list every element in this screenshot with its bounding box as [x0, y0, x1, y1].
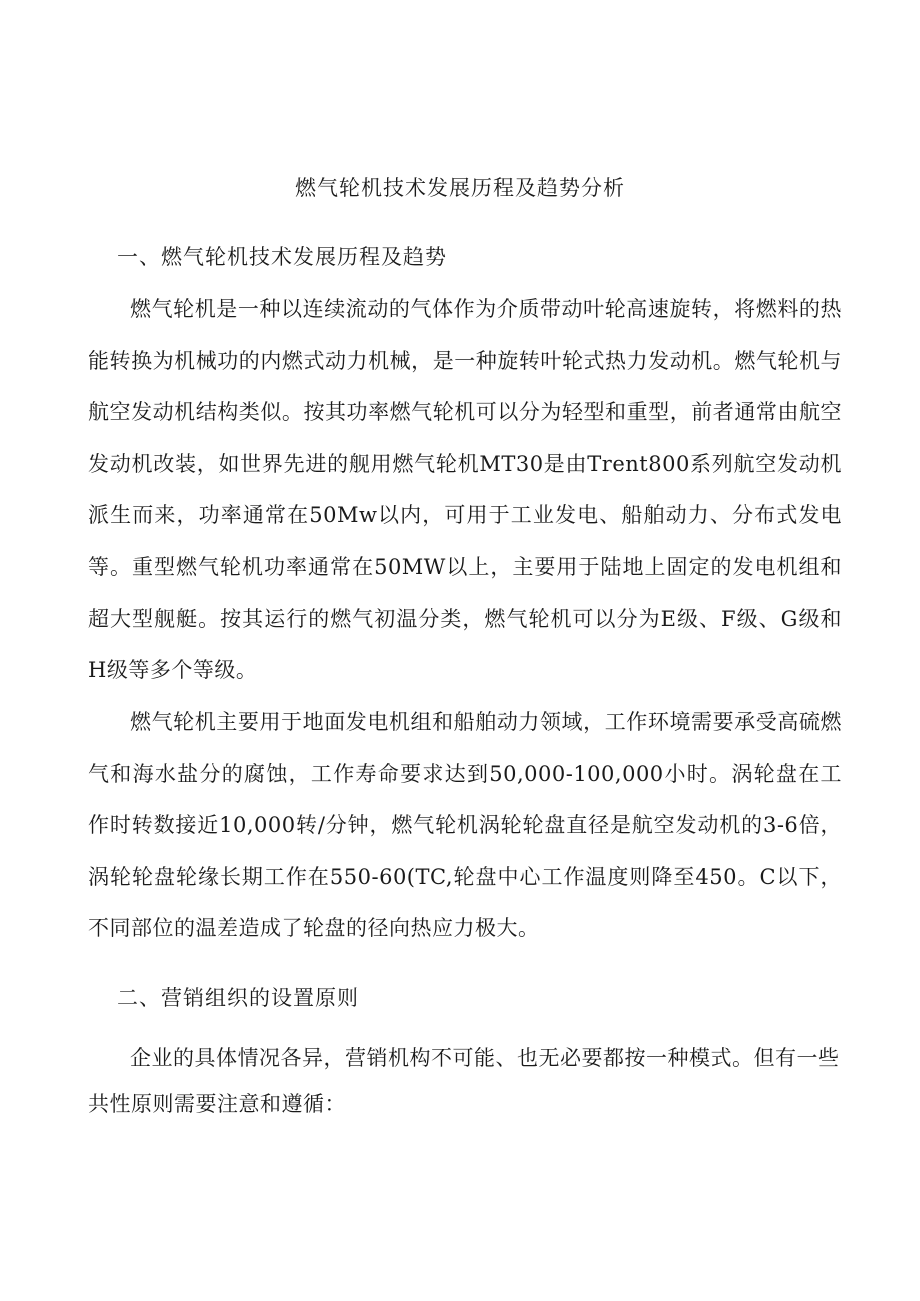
section-1-paragraph-2: 燃气轮机主要用于地面发电机组和船舶动力领域，工作环境需要承受高硫燃气和海水盐分的腐蚀，工作寿命要求达到50,000-100,000小时。涡轮盘在工作时转数接近10,000转/分钟，燃气轮机涡轮轮盘直径是航空发动机的3-6倍，涡轮轮盘轮缘长期工作在550-60(TC,轮盘中心工作温度则降至450。C以下，不同部位的温差造成了轮盘的径向热应力极大。 — [88, 710, 842, 941]
document-title: 燃气轮机技术发展历程及趋势分析 — [295, 176, 625, 200]
section-1-heading: 一、燃气轮机技术发展历程及趋势 — [117, 245, 447, 269]
section-2-paragraph-1: 企业的具体情况各异，营销机构不可能、也无必要都按一种模式。但有一些共性原则需要注意和遵循： — [88, 1046, 840, 1116]
section-2-heading: 二、营销组织的设置原则 — [117, 986, 359, 1010]
section-1-paragraph-1: 燃气轮机是一种以连续流动的气体作为介质带动叶轮高速旋转，将燃料的热能转换为机械功的内燃式动力机械，是一种旋转叶轮式热力发动机。燃气轮机与航空发动机结构类似。按其功率燃气轮机可以分为轻型和重型，前者通常由航空发动机改装，如世界先进的舰用燃气轮机MT30是由Trent800系列航空发动机派生而来，功率通常在50Mw以内，可用于工业发电、船舶动力、分布式发电等。重型燃气轮机功率通常在50MW以上，主要用于陆地上固定的发电机组和超大型舰艇。按其运行的燃气初温分类，燃气轮机可以分为E级、F级、G级和H级等多个等级。 — [88, 297, 842, 683]
